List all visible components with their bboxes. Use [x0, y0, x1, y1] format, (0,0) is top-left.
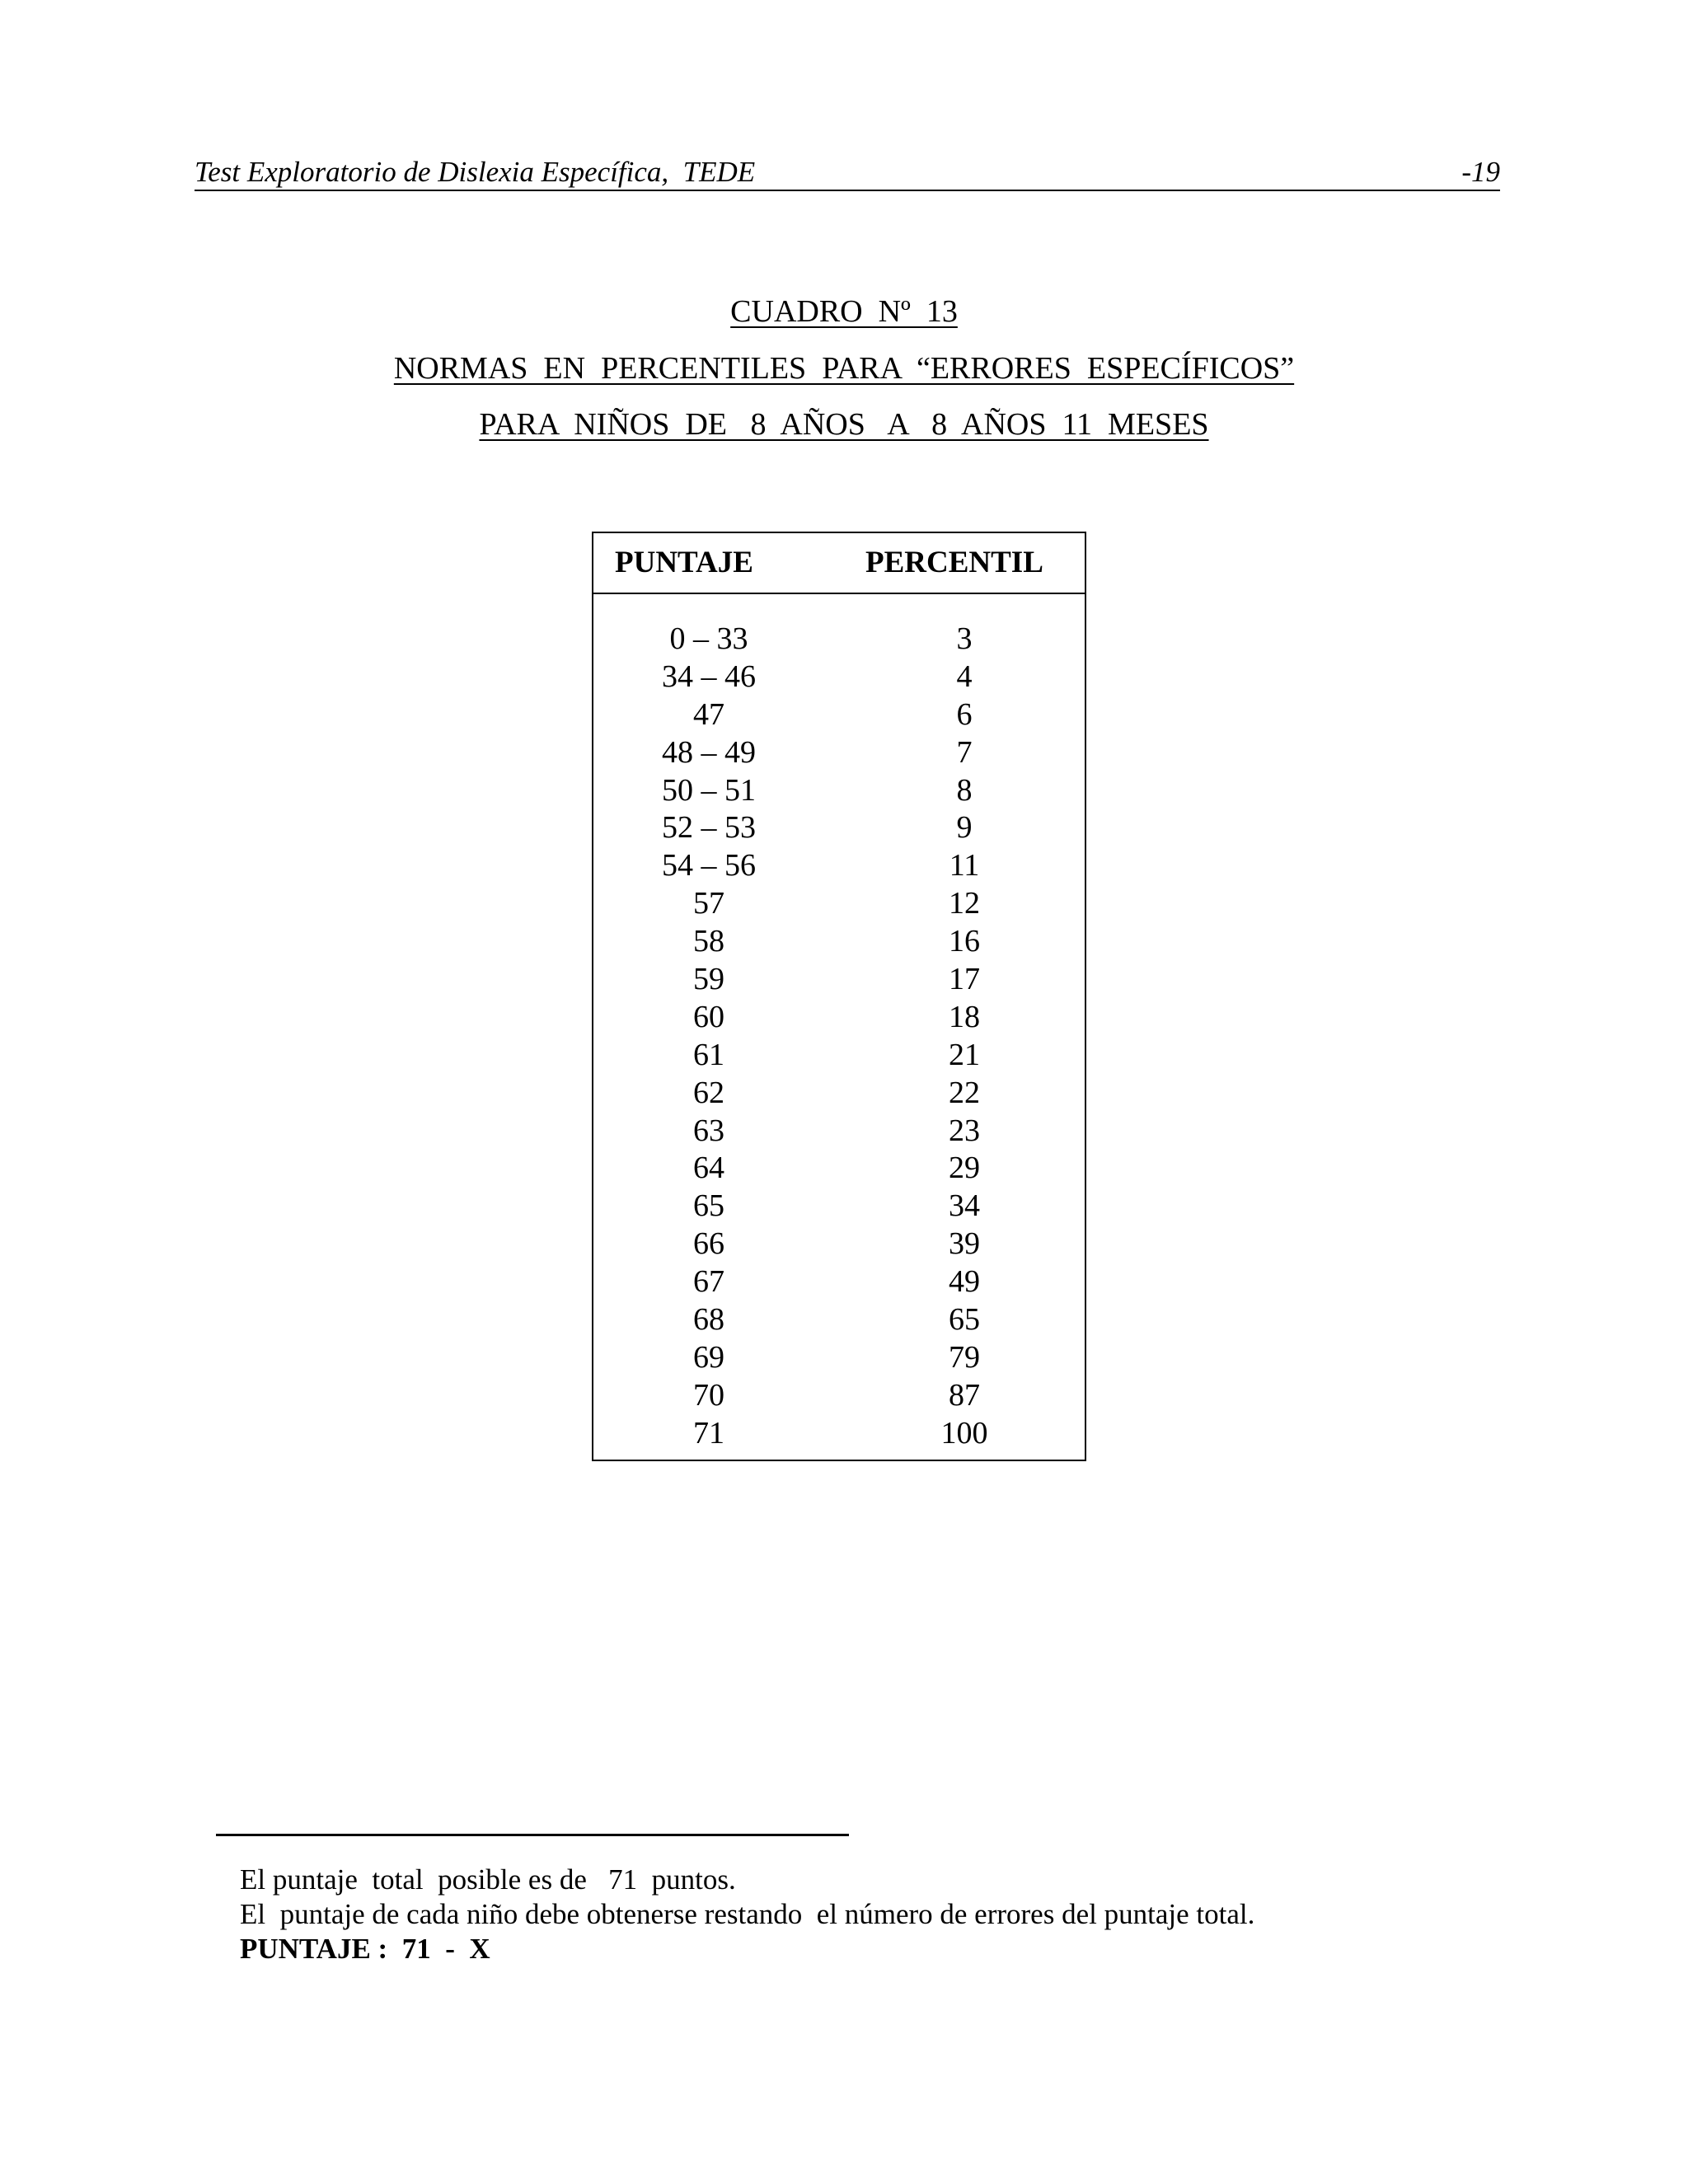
cell-percentil: 8	[956, 772, 973, 808]
cell-percentil: 29	[949, 1151, 980, 1186]
cell-percentil: 18	[949, 999, 980, 1034]
cell-puntaje: 66	[693, 1226, 724, 1262]
table-row	[593, 734, 1085, 772]
table-row	[593, 1226, 1085, 1263]
table-row	[593, 809, 1085, 847]
table-row	[593, 772, 1085, 810]
cell-puntaje: 67	[693, 1264, 724, 1300]
cell-percentil: 6	[956, 696, 973, 732]
table-row	[593, 621, 1085, 658]
table-row	[593, 696, 1085, 734]
cell-puntaje: 62	[693, 1075, 724, 1110]
table-row	[593, 1188, 1085, 1226]
table-row	[593, 1037, 1085, 1075]
cell-percentil: 11	[949, 848, 980, 883]
table-row	[593, 885, 1085, 923]
cell-puntaje: 60	[693, 999, 724, 1034]
table-row	[593, 1301, 1085, 1339]
footnote-divider	[216, 1834, 849, 1836]
cell-percentil: 87	[949, 1377, 980, 1413]
column-header-percentil: PERCENTIL	[865, 546, 1043, 579]
table-row	[593, 1415, 1085, 1453]
cell-percentil: 16	[949, 924, 980, 959]
table-row	[593, 1075, 1085, 1113]
cell-puntaje: 54 – 56	[662, 848, 756, 883]
cell-percentil: 17	[949, 962, 980, 997]
cell-puntaje: 48 – 49	[662, 734, 756, 770]
table-row	[593, 658, 1085, 696]
table-row	[593, 999, 1085, 1037]
cell-puntaje: 58	[693, 924, 724, 959]
cell-percentil: 3	[956, 621, 973, 656]
table-row	[593, 1113, 1085, 1151]
cell-percentil: 22	[949, 1075, 980, 1110]
cell-puntaje: 63	[693, 1113, 724, 1148]
percentile-table	[592, 532, 1086, 1461]
footnote-line-2: El puntaje de cada niño debe obtenerse restando el número de errores del puntaje total.	[240, 1898, 1255, 1930]
footnote-formula: PUNTAJE : 71 - X	[240, 1933, 490, 1965]
table-row	[593, 1377, 1085, 1415]
cell-puntaje: 52 – 53	[662, 810, 756, 846]
table-body	[593, 621, 1085, 1453]
table-title-text: CUADRO Nº 13	[730, 294, 958, 329]
table-age-range-text: PARA NIÑOS DE 8 AÑOS A 8 AÑOS 11 MESES	[479, 407, 1209, 442]
cell-puntaje: 69	[693, 1339, 724, 1375]
cell-puntaje: 68	[693, 1302, 724, 1338]
table-row	[593, 1339, 1085, 1377]
cell-puntaje: 0 – 33	[669, 621, 748, 656]
cell-puntaje: 64	[693, 1151, 724, 1186]
cell-percentil: 7	[956, 734, 973, 770]
table-row	[593, 961, 1085, 999]
cell-percentil: 21	[949, 1037, 980, 1072]
table-age-range	[0, 405, 1688, 443]
cell-puntaje: 61	[693, 1037, 724, 1072]
footnote-line-1: El puntaje total posible es de 71 puntos.	[240, 1863, 736, 1896]
cell-percentil: 39	[949, 1226, 980, 1262]
cell-percentil: 34	[949, 1188, 980, 1224]
cell-puntaje: 57	[693, 886, 724, 921]
table-header-row	[593, 533, 1085, 594]
table-row	[593, 923, 1085, 961]
cell-puntaje: 34 – 46	[662, 658, 756, 694]
table-subtitle	[0, 349, 1688, 387]
cell-percentil: 4	[956, 658, 973, 694]
table-row	[593, 1150, 1085, 1188]
cell-puntaje: 70	[693, 1377, 724, 1413]
cell-puntaje: 59	[693, 962, 724, 997]
cell-percentil: 49	[949, 1264, 980, 1300]
page-header	[195, 155, 1500, 191]
cell-percentil: 65	[949, 1302, 980, 1338]
cell-puntaje: 65	[693, 1188, 724, 1224]
cell-puntaje: 71	[693, 1415, 724, 1451]
cell-percentil: 100	[940, 1415, 988, 1451]
table-subtitle-text: NORMAS EN PERCENTILES PARA “ERRORES ESPECÍFICOS”	[393, 351, 1295, 386]
table-row	[593, 1263, 1085, 1301]
column-header-puntaje: PUNTAJE	[615, 546, 753, 579]
cell-percentil: 23	[949, 1113, 980, 1148]
cell-percentil: 9	[956, 810, 973, 846]
table-title	[0, 293, 1688, 330]
cell-percentil: 79	[949, 1339, 980, 1375]
cell-percentil: 12	[949, 886, 980, 921]
page-number: -19	[1461, 156, 1500, 188]
cell-puntaje: 50 – 51	[662, 772, 756, 808]
document-title: Test Exploratorio de Dislexia Específica, TEDE	[195, 156, 756, 188]
cell-puntaje: 47	[693, 696, 724, 732]
table-row	[593, 847, 1085, 885]
